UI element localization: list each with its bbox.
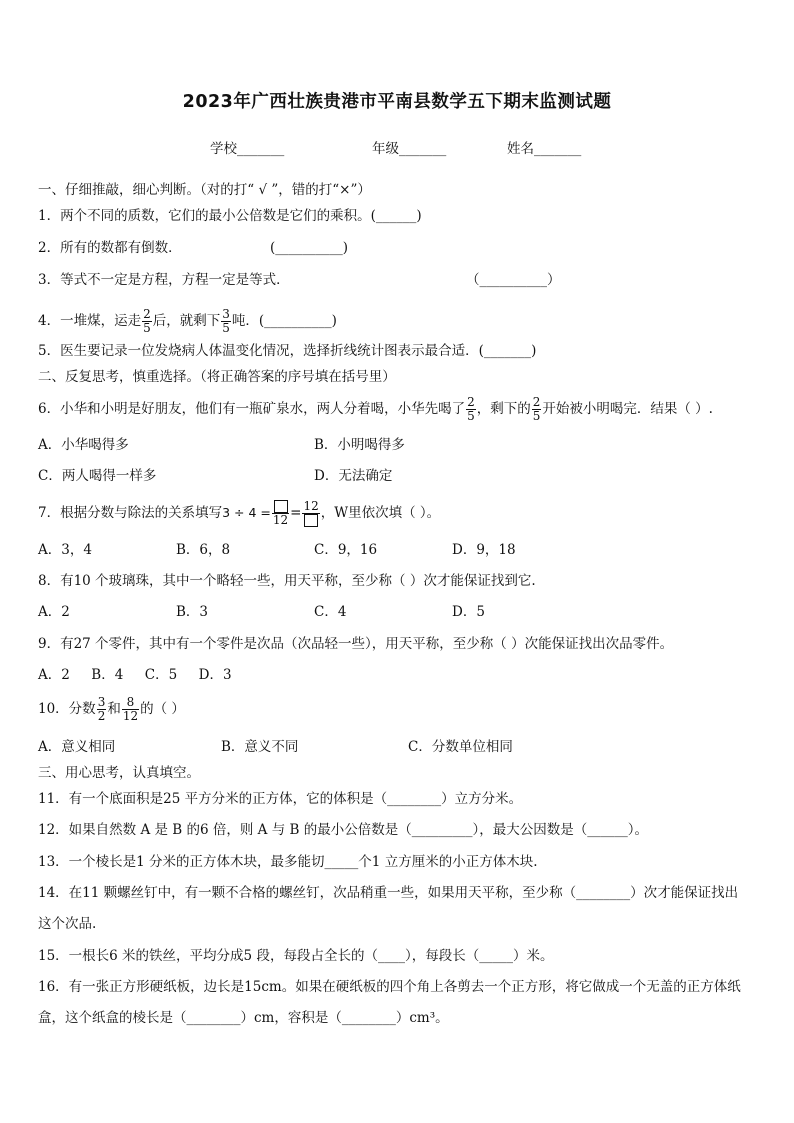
question-9-options: A．2 B．4 C．5 D．3 <box>38 667 232 683</box>
option-d: D．无法确定 <box>314 468 393 484</box>
fraction: $\frac{8}{12}$ <box>122 695 139 723</box>
question-2: 2．所有的数都有倒数． <box>38 240 182 256</box>
question-6-text-b: ，剩下的 <box>476 401 531 417</box>
blank-box <box>304 514 318 527</box>
option-c: C．9，16 <box>314 542 378 558</box>
option-b: B．3 <box>176 604 209 620</box>
question-7-text-c: ，W里依次填（ ）。 <box>320 505 441 521</box>
question-4-text-c: 吨．(__________) <box>231 313 337 329</box>
option-a: A．意义相同 <box>38 739 116 755</box>
fraction: $\frac{2}{5}$ <box>467 395 475 423</box>
fraction: 12 <box>272 500 289 527</box>
question-9: 9．有27 个零件，其中有一个零件是次品（次品轻一些），用天平称，至少称（ ）次能保证找出次品零件。 <box>38 636 674 652</box>
option-b: B．6，8 <box>176 542 231 558</box>
option-a: A．小华喝得多 <box>38 437 129 453</box>
fraction: $\frac{2}{5}$ <box>143 307 151 335</box>
name-field: 姓名_______ <box>507 141 582 157</box>
option-b: B．小明喝得多 <box>314 437 405 453</box>
option-d: D．9，18 <box>452 542 516 558</box>
fraction: $\frac{3}{2}$ <box>97 695 106 723</box>
question-4-text-a: 4．一堆煤，运走 <box>38 313 142 329</box>
question-6 <box>38 390 713 428</box>
question-4-text-b: 后，就剩下 <box>152 313 221 329</box>
question-5: 5．医生要记录一位发烧病人体温变化情况，选择折线统计图表示最合适．(_______) <box>38 343 537 359</box>
question-10-text-a: 10．分数 <box>38 701 96 717</box>
question-11: 11．有一个底面积是25 平方分米的正方体，它的体积是（________）立方分米。 <box>38 791 523 807</box>
question-6-text-c: 开始被小明喝完．结果（ ）. <box>542 401 713 417</box>
question-13: 13．一个棱长是1 分米的正方体木块，最多能切_____个1 立方厘米的小正方体木块. <box>38 854 538 870</box>
question-4 <box>38 302 337 340</box>
question-10 <box>38 690 185 728</box>
option-c: C．两人喝得一样多 <box>38 468 157 484</box>
question-14-line-2: 这个次品. <box>38 916 97 932</box>
question-3: 3．等式不一定是方程，方程一定是等式． <box>38 272 290 288</box>
equals-sign: = <box>290 505 302 521</box>
question-14-line-1: 14．在11 颗螺丝钉中，有一颗不合格的螺丝钉，次品稍重一些，如果用天平称，至少称（________）次才能保证找出 <box>38 885 739 901</box>
blank-box <box>274 500 288 513</box>
fraction: $\frac{3}{5}$ <box>222 307 230 335</box>
question-8: 8．有10 个玻璃珠，其中一个略轻一些，用天平称，至少称（ ）次才能保证找到它. <box>38 573 536 589</box>
option-c: C．4 <box>314 604 347 620</box>
question-10-text-b: 和 <box>107 701 121 717</box>
option-a: A．2 <box>38 604 70 620</box>
page-title: 2023年广西壮族贵港市平南县数学五下期末监测试题 <box>182 92 612 112</box>
question-7 <box>38 494 440 532</box>
grade-field: 年级_______ <box>372 141 447 157</box>
question-3-blank: （__________） <box>466 272 561 288</box>
fraction: $\frac{2}{5}$ <box>532 395 541 423</box>
question-6-text-a: 6．小华和小明是好朋友，他们有一瓶矿泉水，两人分着喝，小华先喝了 <box>38 401 466 417</box>
question-16-line-1: 16．有一张正方形硬纸板，边长是15cm。如果在硬纸板的四个角上各剪去一个正方形，将它做成一个无盖的正方体纸 <box>38 979 741 995</box>
question-1: 1．两个不同的质数，它们的最小公倍数是它们的乘积。(______) <box>38 208 422 224</box>
question-16-line-2: 盒，这个纸盒的棱长是（________）cm，容积是（________）cm³。 <box>38 1010 449 1026</box>
section-3-heading: 三、用心思考，认真填空。 <box>38 765 200 781</box>
school-field: 学校_______ <box>210 141 285 157</box>
question-7-text-a: 7．根据分数与除法的关系填写 <box>38 505 223 521</box>
question-15: 15．一根长6 米的铁丝，平均分成5 段，每段占全长的（____），每段长（_____）米。 <box>38 948 554 964</box>
question-2-blank: (__________) <box>270 240 349 256</box>
option-c: C．分数单位相同 <box>408 739 513 755</box>
question-12: 12．如果自然数 A 是 B 的6 倍，则 A 与 B 的最小公倍数是（_________），最大公因数是（______）。 <box>38 822 648 838</box>
option-d: D．5 <box>452 604 485 620</box>
question-7-expression: 3 ÷ 4 = <box>222 505 271 520</box>
fraction: 12 <box>302 500 319 527</box>
option-b: B．意义不同 <box>221 739 299 755</box>
question-10-text-c: 的（ ） <box>140 701 185 717</box>
section-1-heading: 一、仔细推敲，细心判断。（对的打“ √ ”，错的打“×”） <box>38 182 371 198</box>
option-a: A．3，4 <box>38 542 92 558</box>
section-2-heading: 二、反复思考，慎重选择。（将正确答案的序号填在括号里） <box>38 369 396 385</box>
